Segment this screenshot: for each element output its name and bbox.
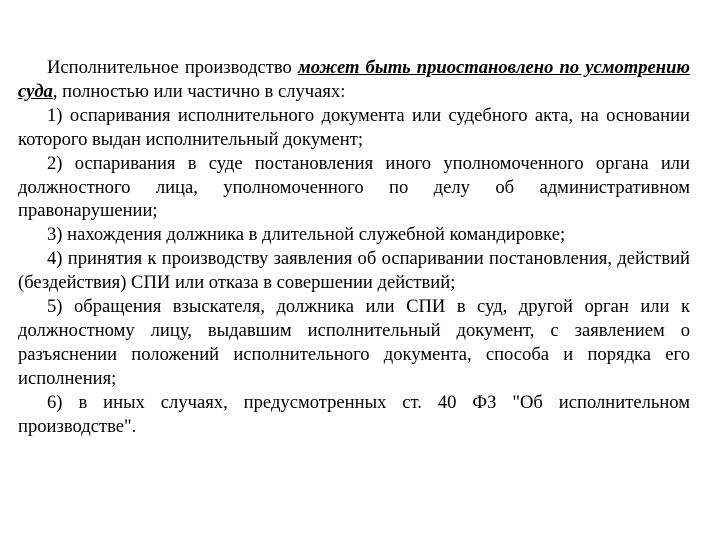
list-item-6: 6) в иных случаях, предусмотренных ст. 40 ФЗ "Об исполнительном производстве". bbox=[18, 391, 690, 437]
list-item-4: 4) принятия к производству заявления об оспаривании постановления, действий (бездействия) СПИ или отказа в совершении действий; bbox=[18, 248, 690, 294]
intro-emphasis: может быть приостановлено по усмотрению суда bbox=[18, 57, 690, 102]
intro-tail: , полностью или частично в случаях: bbox=[52, 80, 346, 102]
list-item-3: 3) нахождения должника в длительной служебной командировке; bbox=[47, 224, 566, 246]
list-item-2: 2) оспаривания в суде постановления иного уполномоченного органа или должностного лица, уполномоченного по делу об административном правонарушении; bbox=[18, 152, 690, 222]
list-item-5: 5) обращения взыскателя, должника или СПИ в суд, другой орган или к должностному лицу, выдавшим исполнительный документ, с заявлением о разъяснении положений исполнительного документа, способа и порядка его исполнения; bbox=[18, 296, 690, 389]
intro-lead: Исполнительное производство bbox=[47, 57, 298, 78]
intro-paragraph bbox=[18, 56, 690, 104]
list-item-1: 1) оспаривания исполнительного документа или судебного акта, на основании которого выдан исполнительный документ; bbox=[18, 104, 690, 150]
slide-text-block bbox=[18, 56, 690, 439]
